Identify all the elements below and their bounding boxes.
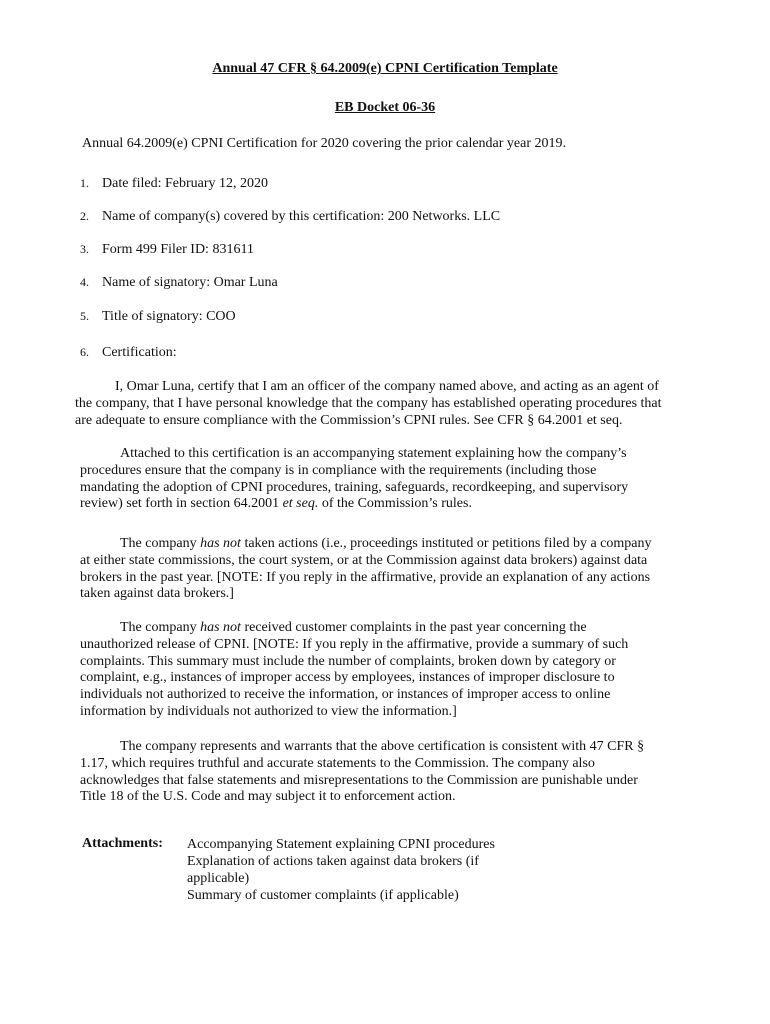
attachments-list <box>187 836 507 904</box>
list-number: 3. <box>80 242 89 256</box>
data-brokers-paragraph: The company has not taken actions (i.e., proceedings instituted or petitions filed by a company at either state commissions, the court system, or at the Commission against data brokers) against data brokers in the past year. [NOTE: If you reply in the affirmative, provide an explanation of any actions taken against data brokers.] <box>80 536 652 602</box>
list-text: Date filed: February 12, 2020 <box>102 176 269 191</box>
list-item-company-name <box>80 209 500 225</box>
customer-complaints-paragraph: The company has not received customer complaints in the past year concerning the unauthorized release of CPNI. [NOTE: If you reply in the affirmative, provide a summary of such complaints. This summary must include the number of complaints, broken down by category or complaint, e.g., instances of improper access by employees, instances of improper disclosure to individuals not authorized to receive the information, or instances of improper access to online information by individuals not authorized to view the information.] <box>80 620 629 719</box>
list-text: Title of signatory: COO <box>102 309 236 324</box>
docket-number: EB Docket 06-36 <box>334 100 436 115</box>
list-item-certification <box>80 345 177 361</box>
attachment-item: Accompanying Statement explaining CPNI procedures <box>187 837 495 852</box>
list-number: 5. <box>80 309 89 323</box>
attachment-item: Summary of customer complaints (if applicable) <box>187 888 459 903</box>
attached-statement-paragraph: Attached to this certification is an accompanying statement explaining how the company’s procedures ensure that the company is in compliance with the requirements (including those mandating the adoption of CPNI procedures, training, safeguards, recordkeeping, and supervisory review) set forth in section 64.2001 et seq. of the Commission’s rules. <box>80 446 629 512</box>
list-text: Name of signatory: Omar Luna <box>102 275 278 290</box>
list-item-date-filed <box>80 176 268 192</box>
list-item-signatory-name <box>80 275 278 291</box>
list-number: 4. <box>80 275 89 289</box>
list-item-filer-id <box>80 242 254 258</box>
list-number: 2. <box>80 209 89 223</box>
list-text: Name of company(s) covered by this certification: 200 Networks. LLC <box>102 209 501 224</box>
list-text: Certification: <box>102 345 177 360</box>
list-number: 1. <box>80 176 89 190</box>
intro-line: Annual 64.2009(e) CPNI Certification for 2020 covering the prior calendar year 2019. <box>82 136 567 151</box>
warranty-paragraph: The company represents and warrants that the above certification is consistent with 47 CFR § 1.17, which requires truthful and accurate statements to the Commission. The company also acknowledges that false statements and misrepresentations to the Commission are punishable under Title 18 of the U.S. Code and may subject it to enforcement action. <box>80 739 645 805</box>
list-text: Form 499 Filer ID: 831611 <box>102 242 254 257</box>
attachments-label: Attachments: <box>82 836 163 851</box>
list-number: 6. <box>80 345 89 359</box>
document-title: Annual 47 CFR § 64.2009(e) CPNI Certification Template <box>212 61 558 76</box>
attachment-item: Explanation of actions taken against data brokers (if applicable) <box>187 854 479 886</box>
list-item-signatory-title <box>80 309 236 325</box>
certification-paragraph: I, Omar Luna, certify that I am an officer of the company named above, and acting as an agent of the company, that I have personal knowledge that the company has established operating procedures that are adequate to ensure compliance with the Commission’s CPNI rules. See CFR § 64.2001 et seq. <box>75 379 662 428</box>
